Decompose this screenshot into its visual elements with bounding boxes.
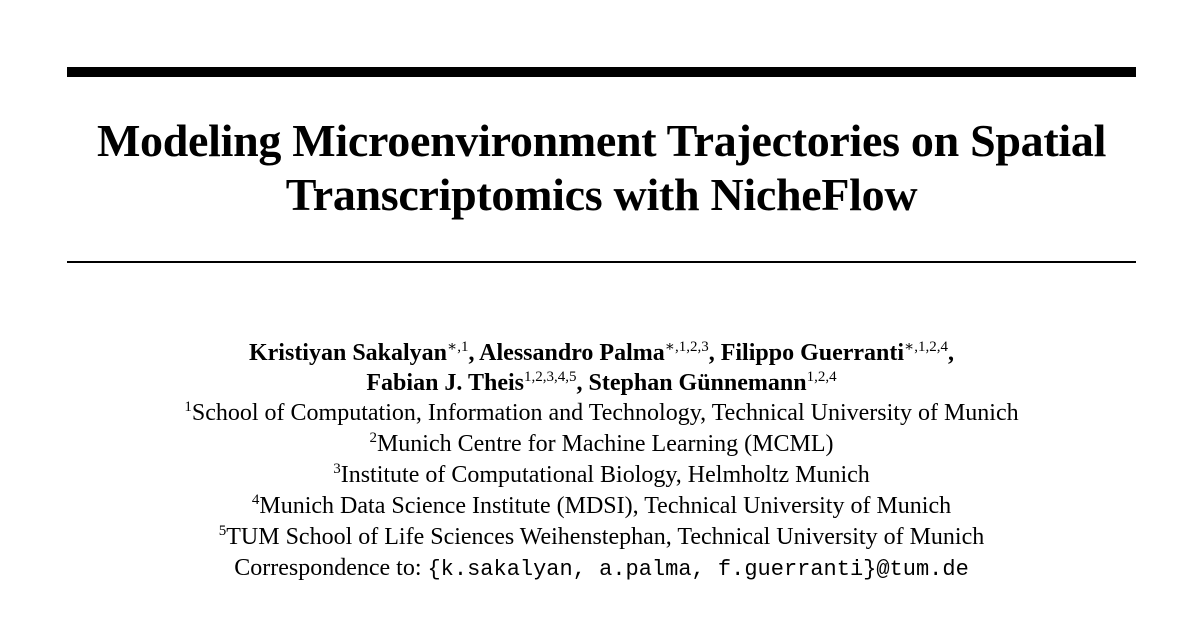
- affiliation-number: 2: [369, 430, 377, 446]
- author-line-2: [60, 368, 1143, 398]
- affiliation-2: [60, 429, 1143, 460]
- author-separator: ,: [468, 340, 480, 366]
- author-name: Stephan Günnemann: [588, 370, 807, 396]
- correspondence-label: Correspondence to:: [234, 555, 428, 581]
- author-name: Kristiyan Sakalyan: [248, 340, 448, 366]
- affiliation-4: [60, 491, 1143, 522]
- title-line-2: Transcriptomics with NicheFlow: [285, 169, 918, 220]
- affiliation-1: [60, 398, 1143, 429]
- bottom-rule: [67, 261, 1136, 263]
- affiliation-number: 4: [251, 492, 260, 508]
- affiliation-number: 5: [218, 523, 227, 539]
- affiliation-3: [60, 460, 1143, 491]
- affiliation-5: [60, 522, 1143, 553]
- affiliation-text: Institute of Computational Biology, Helmholtz Munich: [340, 462, 870, 488]
- title-line-1: Modeling Microenvironment Trajectories on Spatial: [96, 115, 1107, 166]
- affiliation-number: 3: [333, 461, 341, 477]
- affiliation-text: Munich Centre for Machine Learning (MCML): [376, 431, 834, 457]
- author-name: Filippo Guerranti: [720, 340, 905, 366]
- author-separator: ,: [948, 340, 954, 366]
- author-marks: 1,2,3,4,5: [524, 369, 577, 385]
- author-marks: ∗,1: [447, 339, 469, 355]
- author-name: Alessandro Palma: [479, 340, 665, 366]
- affiliation-text: TUM School of Life Sciences Weihenstephan, Technical University of Munich: [226, 524, 985, 550]
- paper-title: [60, 114, 1143, 222]
- top-rule: [67, 67, 1136, 77]
- author-name: Fabian J. Theis: [366, 370, 524, 396]
- author-separator: ,: [576, 370, 589, 396]
- correspondence-line: [60, 553, 1143, 584]
- affiliation-text: School of Computation, Information and Technology, Technical University of Munich: [191, 400, 1019, 426]
- author-block: [60, 338, 1143, 584]
- correspondence-emails[interactable]: {k.sakalyan, a.palma, f.guerranti}@tum.de: [427, 557, 969, 582]
- author-marks: ∗,1,2,3: [664, 339, 709, 355]
- author-marks: 1,2,4: [806, 369, 837, 385]
- affiliation-number: 1: [184, 399, 192, 415]
- author-marks: ∗,1,2,4: [904, 339, 948, 355]
- author-line-1: [60, 338, 1143, 368]
- affiliation-text: Munich Data Science Institute (MDSI), Technical University of Munich: [259, 493, 952, 519]
- author-separator: ,: [708, 340, 721, 366]
